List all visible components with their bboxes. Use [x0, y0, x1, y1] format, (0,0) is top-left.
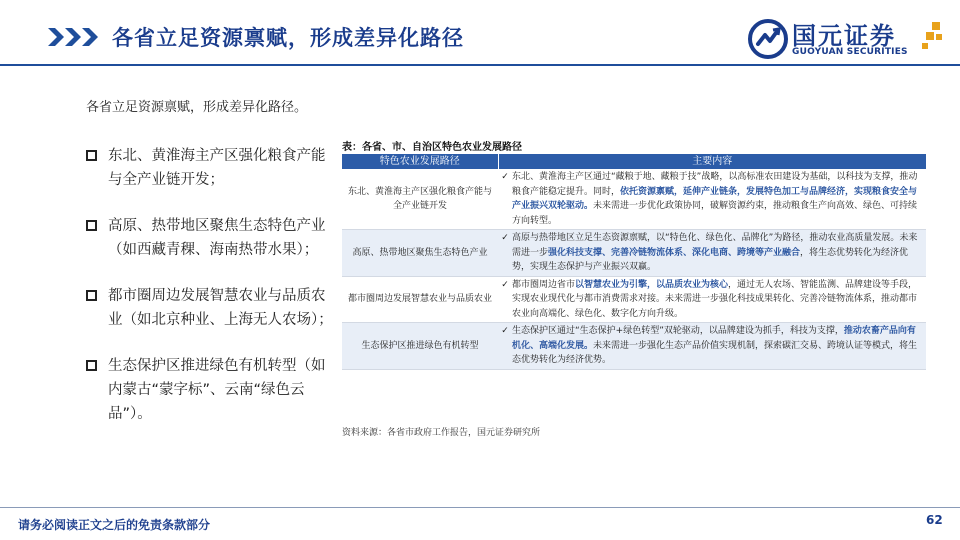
- content-segment: 东北、黄淮海主产区通过“藏粮于地、藏粮于技”战略，以高标准农田建设为基础，以科技为支撑，推动粮食产能稳定提升。同时，: [512, 172, 918, 197]
- content-cell: [498, 276, 926, 323]
- checkmark-icon: ✓: [501, 326, 509, 336]
- source-note: 资料来源：各省市政府工作报告，国元证券研究所: [342, 428, 541, 438]
- disclaimer-text: 请务必阅读正文之后的免责条款部分: [18, 518, 211, 532]
- logo-english-name: GUOYUAN SECURITIES: [792, 47, 908, 57]
- square-bullet-icon: [86, 290, 97, 301]
- content-text: [512, 231, 922, 275]
- content-text: [512, 170, 922, 228]
- page-number: 62: [926, 513, 943, 527]
- logo-squares-icon: [920, 22, 944, 52]
- column-header: 特色农业发展路径: [342, 154, 498, 169]
- content-highlight: 强化科技支撑、完善冷链物流体系、深化电商、跨境等产业融合: [548, 247, 801, 258]
- paths-table: [342, 154, 926, 370]
- bullet-text: 东北、黄淮海主产区强化粮食产能与全产业链开发；: [108, 148, 326, 188]
- table-row: [342, 169, 926, 230]
- content-segment: 高原与热带地区立足生态资源禀赋，以“特色化、绿色化、品牌化”为路径，推动农业高质量发展。未来需进一步: [512, 233, 918, 258]
- bullet-text: 生态保护区推进绿色有机转型（如内蒙古“蒙字标”、云南“绿色云品”）。: [108, 358, 326, 422]
- path-cell: 生态保护区推进绿色有机转型: [342, 323, 498, 370]
- table-row: [342, 230, 926, 277]
- square-bullet-icon: [86, 220, 97, 231]
- content-segment: 未来需进一步强化生态产品价值实现机制，探索碳汇交易、跨境认证等模式，将生态优势转化为经济优势。: [512, 340, 918, 365]
- checkmark-icon: ✓: [501, 233, 509, 243]
- path-cell: 高原、热带地区聚焦生态特色产业: [342, 230, 498, 277]
- column-header: 主要内容: [498, 154, 926, 169]
- content-segment: 生态保护区通过“生态保护+绿色转型”双轮驱动，以品牌建设为抓手，科技为支撑，: [512, 326, 844, 336]
- logo-chinese-name: 国元证券: [792, 22, 896, 50]
- bullet-list: [86, 144, 336, 426]
- content-text: [512, 324, 922, 368]
- footer-divider: [0, 507, 960, 508]
- table-row: [342, 276, 926, 323]
- bullet-item: [86, 144, 336, 192]
- table-title: 表：各省、市、自治区特色农业发展路径: [342, 142, 522, 153]
- content-segment: ，通过无人农场、智能监测、品牌建设等手段，实现农业现代化与都市消费需求对接。未来需进一步强化科技成果转化、完善冷链物流体系，推动都市农业向高端化、绿色化、数字化方向升级。: [512, 279, 918, 319]
- title-arrows-icon: [48, 26, 104, 48]
- header-divider: [0, 64, 960, 66]
- path-cell: 东北、黄淮海主产区强化粮食产能与全产业链开发: [342, 169, 498, 230]
- square-bullet-icon: [86, 360, 97, 371]
- logo-emblem-icon: [748, 18, 788, 60]
- content-cell: [498, 323, 926, 370]
- bullet-text: 都市圈周边发展智慧农业与品质农业（如北京种业、上海无人农场）；: [108, 288, 333, 328]
- bullet-text: 高原、热带地区聚焦生态特色产业（如西藏青稞、海南热带水果）；: [108, 218, 326, 258]
- bullet-item: [86, 214, 336, 262]
- content-segment: ，将生态优势转化为经济优势，实现生态保护与产业振兴双赢。: [512, 247, 909, 272]
- slide-title: 各省立足资源禀赋，形成差异化路径: [112, 26, 464, 50]
- company-logo: [748, 16, 944, 62]
- checkmark-icon: ✓: [501, 279, 509, 290]
- content-cell: [498, 230, 926, 277]
- content-highlight: 依托资源禀赋，延伸产业链条，发展特色加工与品牌经济，实现粮食安全与产业振兴双轮驱动。: [512, 186, 918, 211]
- intro-text: 各省立足资源禀赋，形成差异化路径。: [86, 100, 308, 115]
- content-highlight: 以智慧农业为引擎，以品质农业为核心: [575, 279, 729, 290]
- square-bullet-icon: [86, 150, 97, 161]
- bullet-item: [86, 284, 336, 332]
- table-row: [342, 323, 926, 370]
- content-highlight: 推动农畜产品向有机化、高端化发展。: [512, 326, 916, 351]
- content-cell: [498, 169, 926, 230]
- checkmark-icon: ✓: [501, 172, 509, 182]
- content-segment: 未来需进一步优化政策协同，破解资源约束，推动粮食生产向高效、绿色、可持续方向转型。: [512, 201, 918, 226]
- content-text: [512, 278, 922, 322]
- content-segment: 都市圈周边省市: [512, 279, 576, 290]
- path-cell: 都市圈周边发展智慧农业与品质农业: [342, 276, 498, 323]
- bullet-item: [86, 354, 336, 426]
- table-header-row: [342, 154, 926, 169]
